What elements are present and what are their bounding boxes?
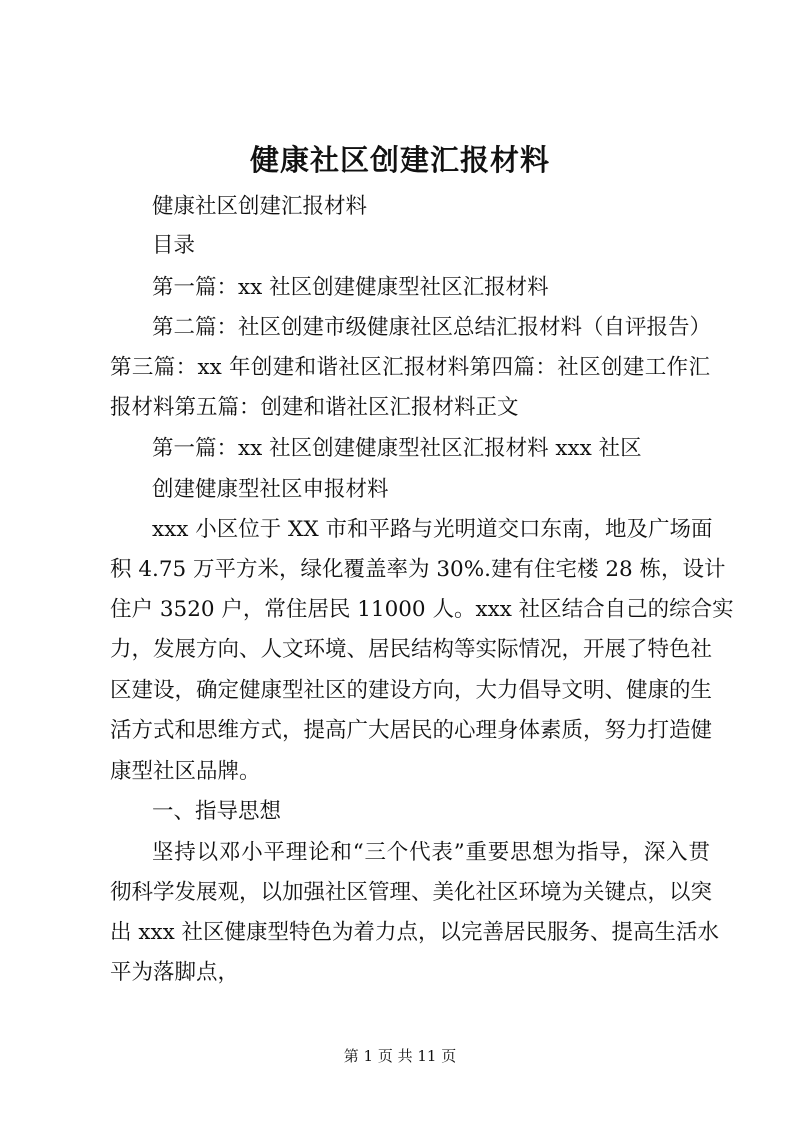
section-1-heading: 第一篇：xx 社区创建健康型社区汇报材料 xxx 社区	[152, 436, 642, 461]
body-paragraph-1-line-4: 力，发展方向、人文环境、居民结构等实际情况，开展了特色社	[110, 637, 713, 662]
toc-heading: 目录	[152, 233, 196, 258]
subtitle-line: 健康社区创建汇报材料	[152, 194, 368, 219]
body-paragraph-1-line-5: 区建设，确定健康型社区的建设方向，大力倡导文明、健康的生	[110, 678, 713, 703]
heading-guiding-ideology: 一、指导思想	[152, 799, 282, 824]
body-paragraph-1-line-7: 康型社区品牌。	[110, 759, 261, 784]
body-paragraph-1-line-1: xxx 小区位于 XX 市和平路与光明道交口东南，地及广场面	[152, 517, 713, 542]
toc-item-2: 第二篇：社区创建市级健康社区总结汇报材料（自评报告）	[152, 315, 712, 340]
page-footer: 第 1 页 共 11 页	[343, 1047, 457, 1065]
toc-item-3-4: 第三篇：xx 年创建和谐社区汇报材料第四篇：社区创建工作汇	[110, 355, 710, 380]
toc-item-4-5: 报材料第五篇：创建和谐社区汇报材料正文	[110, 395, 519, 420]
document-title: 健康社区创建汇报材料	[249, 143, 550, 177]
body-paragraph-1-line-3: 住户 3520 户，常住居民 11000 人。xxx 社区结合自己的综合实	[110, 597, 734, 622]
body-paragraph-1-line-2: 积 4.75 万平方米，绿化覆盖率为 30%.建有住宅楼 28 栋，设计	[110, 557, 726, 582]
toc-item-1: 第一篇：xx 社区创建健康型社区汇报材料	[152, 275, 549, 300]
body-paragraph-2-line-4: 平为落脚点，	[110, 960, 240, 985]
body-paragraph-1-line-6: 活方式和思维方式，提高广大居民的心理身体素质，努力打造健	[110, 718, 713, 743]
section-1-subheading: 创建健康型社区申报材料	[152, 477, 389, 502]
body-paragraph-2-line-2: 彻科学发展观，以加强社区管理、美化社区环境为关键点，以突	[110, 880, 713, 905]
body-paragraph-2-line-3: 出 xxx 社区健康型特色为着力点，以完善居民服务、提高生活水	[110, 920, 720, 945]
body-paragraph-2-line-1: 坚持以邓小平理论和“三个代表”重要思想为指导，深入贯	[152, 840, 710, 865]
